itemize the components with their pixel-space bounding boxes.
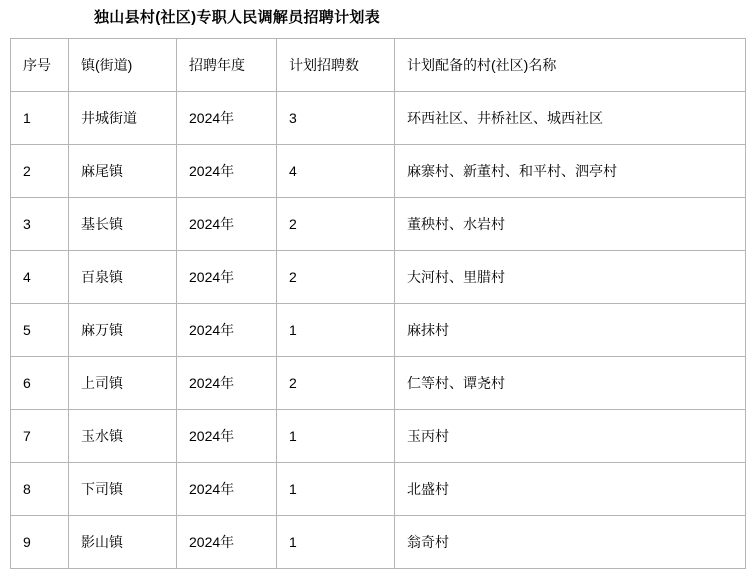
table-row — [11, 356, 746, 409]
cell-index: 4 — [11, 250, 69, 303]
table-row — [11, 250, 746, 303]
cell-index: 6 — [11, 356, 69, 409]
cell-villages: 麻抹村 — [395, 303, 746, 356]
cell-count: 1 — [277, 462, 395, 515]
cell-town: 麻万镇 — [69, 303, 177, 356]
cell-count: 1 — [277, 303, 395, 356]
cell-town: 上司镇 — [69, 356, 177, 409]
cell-index: 5 — [11, 303, 69, 356]
cell-town: 玉水镇 — [69, 409, 177, 462]
cell-villages: 北盛村 — [395, 462, 746, 515]
cell-town: 百泉镇 — [69, 250, 177, 303]
cell-count: 4 — [277, 144, 395, 197]
column-header-index: 序号 — [11, 38, 69, 91]
cell-year: 2024年 — [177, 197, 277, 250]
cell-year: 2024年 — [177, 250, 277, 303]
cell-villages: 环西社区、井桥社区、城西社区 — [395, 91, 746, 144]
cell-town: 下司镇 — [69, 462, 177, 515]
cell-year: 2024年 — [177, 515, 277, 568]
column-header-villages: 计划配备的村(社区)名称 — [395, 38, 746, 91]
cell-town: 基长镇 — [69, 197, 177, 250]
page-title: 独山县村(社区)专职人民调解员招聘计划表 — [94, 9, 380, 26]
cell-index: 8 — [11, 462, 69, 515]
cell-villages: 大河村、里腊村 — [395, 250, 746, 303]
cell-villages: 仁等村、谭尧村 — [395, 356, 746, 409]
cell-villages: 玉丙村 — [395, 409, 746, 462]
table-header-row — [11, 38, 746, 91]
cell-count: 1 — [277, 515, 395, 568]
cell-villages: 董秧村、水岩村 — [395, 197, 746, 250]
table-row — [11, 144, 746, 197]
table-row — [11, 409, 746, 462]
table-row — [11, 197, 746, 250]
column-header-town: 镇(街道) — [69, 38, 177, 91]
cell-index: 2 — [11, 144, 69, 197]
cell-town: 井城街道 — [69, 91, 177, 144]
cell-year: 2024年 — [177, 91, 277, 144]
table-body — [11, 38, 746, 568]
cell-index: 7 — [11, 409, 69, 462]
table-row — [11, 515, 746, 568]
table-row — [11, 462, 746, 515]
cell-count: 2 — [277, 197, 395, 250]
cell-year: 2024年 — [177, 356, 277, 409]
cell-town: 影山镇 — [69, 515, 177, 568]
cell-town: 麻尾镇 — [69, 144, 177, 197]
cell-count: 2 — [277, 250, 395, 303]
table-row — [11, 303, 746, 356]
cell-year: 2024年 — [177, 409, 277, 462]
column-header-count: 计划招聘数 — [277, 38, 395, 91]
cell-index: 1 — [11, 91, 69, 144]
cell-index: 9 — [11, 515, 69, 568]
cell-count: 2 — [277, 356, 395, 409]
cell-villages: 翁奇村 — [395, 515, 746, 568]
cell-year: 2024年 — [177, 303, 277, 356]
cell-year: 2024年 — [177, 462, 277, 515]
cell-count: 1 — [277, 409, 395, 462]
cell-year: 2024年 — [177, 144, 277, 197]
cell-count: 3 — [277, 91, 395, 144]
cell-index: 3 — [11, 197, 69, 250]
column-header-year: 招聘年度 — [177, 38, 277, 91]
recruitment-plan-table — [10, 38, 746, 569]
table-row — [11, 91, 746, 144]
cell-villages: 麻寨村、新董村、和平村、泗亭村 — [395, 144, 746, 197]
